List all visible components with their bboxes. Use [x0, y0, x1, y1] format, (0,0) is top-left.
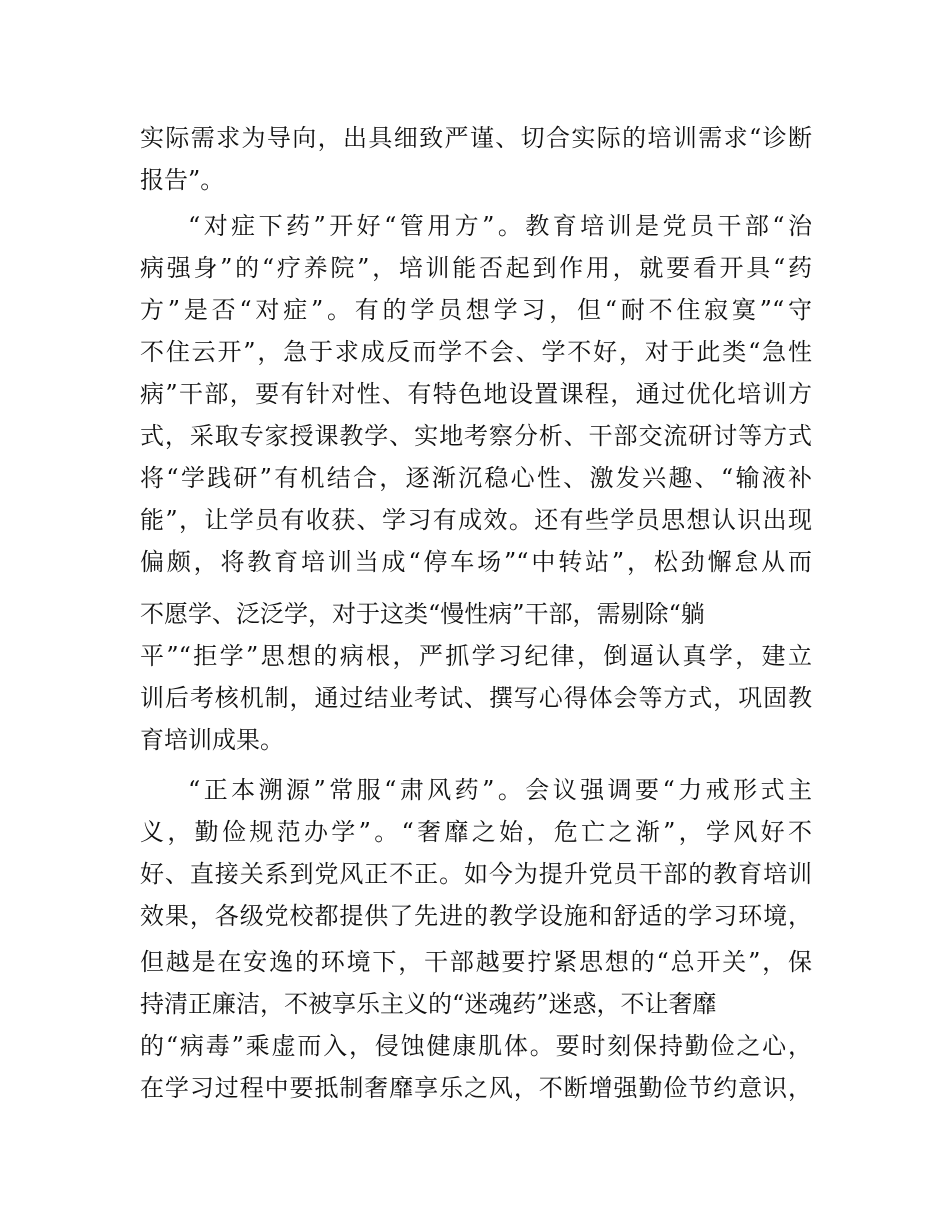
- text-line: 不愿学、泛泛学，对于这类“慢性病”干部，需剔除“躺: [140, 600, 705, 628]
- text-line: 式，采取专家授课教学、实地考察分析、干部交流研讨等方式: [140, 422, 812, 450]
- text-line: “正本溯源”常服“肃风药”。会议强调要“力戒形式主: [188, 776, 812, 804]
- text-line: 偏颇，将教育培训当成“停车场”“中转站”，松劲懈怠从而: [140, 548, 812, 576]
- text-line: 实际需求为导向，出具细致严谨、切合实际的培训需求“诊断: [140, 124, 812, 152]
- text-line: 育培训成果。: [140, 726, 284, 754]
- text-line: 病强身”的“疗养院”，培训能否起到作用，就要看开具“药: [140, 254, 812, 282]
- text-line: 不住云开”，急于求成反而学不会、学不好，对于此类“急性: [140, 338, 812, 366]
- text-line: 平”“拒学”思想的病根，严抓学习纪律，倒逼认真学，建立: [140, 642, 812, 670]
- text-line: 持清正廉洁，不被享乐主义的“迷魂药”迷惑，不让奢靡: [140, 990, 717, 1018]
- text-line: 方”是否“对症”。有的学员想学习，但“耐不住寂寞”“守: [140, 296, 812, 324]
- text-line: 能”，让学员有收获、学习有成效。还有些学员思想认识出现: [140, 506, 812, 534]
- text-line: 将“学践研”有机结合，逐渐沉稳心性、激发兴趣、“输液补: [140, 464, 812, 492]
- text-line: 报告”。: [140, 166, 225, 194]
- text-line: 但越是在安逸的环境下，干部越要拧紧思想的“总开关”，保: [140, 948, 812, 976]
- text-line: “对症下药”开好“管用方”。教育培训是党员干部“治: [188, 212, 812, 240]
- text-line: 的“病毒”乘虚而入，侵蚀健康肌体。要时刻保持勤俭之心，: [140, 1032, 812, 1060]
- text-line: 效果，各级党校都提供了先进的教学设施和舒适的学习环境，: [140, 902, 812, 930]
- text-line: 病”干部，要有针对性、有特色地设置课程，通过优化培训方: [140, 380, 812, 408]
- text-line: 在学习过程中要抵制奢靡享乐之风，不断增强勤俭节约意识，: [140, 1074, 812, 1102]
- text-line: 好、直接关系到党风正不正。如今为提升党员干部的教育培训: [140, 860, 812, 888]
- text-line: 义，勤俭规范办学”。“奢靡之始，危亡之渐”，学风好不: [140, 818, 812, 846]
- text-line: 训后考核机制，通过结业考试、撰写心得体会等方式，巩固教: [140, 684, 812, 712]
